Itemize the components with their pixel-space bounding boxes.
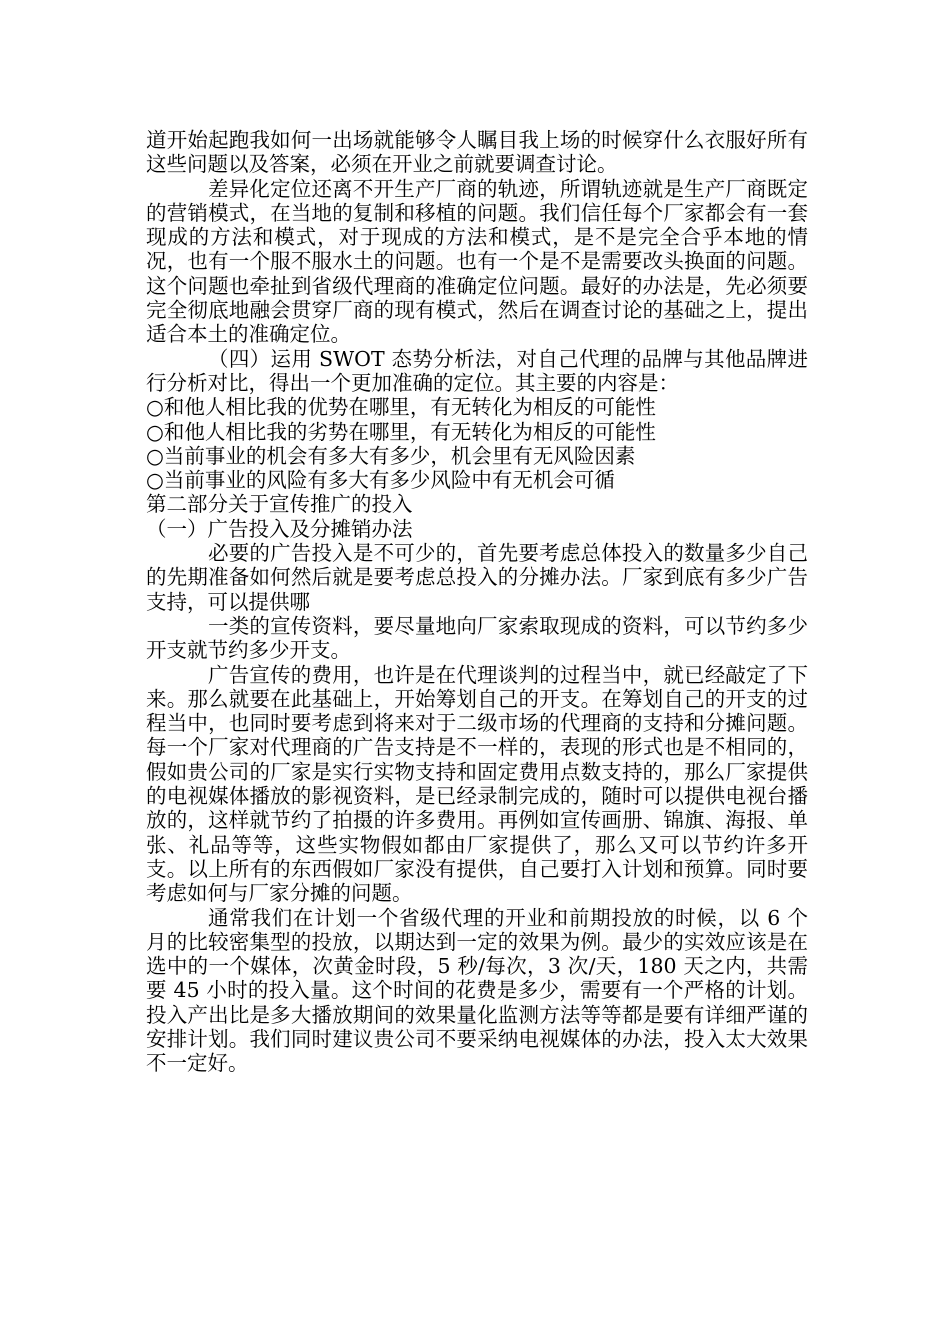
section-title: 第二部分关于宣传推广的投入 [146,492,413,517]
document-body [146,128,808,1076]
bullet-threats: ○当前事业的风险有多大有多少风险中有无机会可循 [146,468,615,493]
bullet-opportunities: ○当前事业的机会有多大有多少，机会里有无风险因素 [146,443,636,468]
paragraph-promo-materials: 一类的宣传资料，要尽量地向厂家索取现成的资料，可以节约多少开支就节约多少开支。 [146,613,808,663]
paragraph-ad-investment: 必要的广告投入是不可少的，首先要考虑总体投入的数量多少自己的先期准备如何然后就是要考虑总投入的分摊办法。厂家到底有多少广告支持，可以提供哪 [146,541,808,614]
paragraph-ad-costs: 广告宣传的费用，也许是在代理谈判的过程当中，就已经敲定了下来。那么就要在此基础上，开始筹划自己的开支。在筹划自己的开支的过程当中，也同时要考虑到将来对于二级市场的代理商的支持和分摊问题。每一个厂家对代理商的广告支持是不一样的，表现的形式也是不相同的，假如贵公司的厂家是实行实物支持和固定费用点数支持的，那么厂家提供的电视媒体播放的影视资料，是已经录制完成的，随时可以提供电视台播放的，这样就节约了拍摄的许多费用。再例如宣传画册、锦旗、海报、单张、礼品等等，这些实物假如都由厂家提供了，那么又可以节约许多开支。以上所有的东西假如厂家没有提供，自己要打入计划和预算。同时要考虑如何与厂家分摊的问题。 [146,662,808,906]
paragraph-swot-intro: （四）运用 SWOT 态势分析法，对自己代理的品牌与其他品牌进行分析对比，得出一个更加准确的定位。其主要的内容是： [146,346,808,395]
paragraph-differentiation: 差异化定位还离不开生产厂商的轨迹，所谓轨迹就是生产厂商既定的营销模式，在当地的复制和移植的问题。我们信任每个厂家都会有一套现成的方法和模式，对于现成的方法和模式，是不是完全合乎本地的情况，也有一个服不服水土的问题。也有一个是不是需要改头换面的问题。这个问题也牵扯到省级代理商的准确定位问题。最好的办法是，先必须要完全彻底地融会贯穿厂商的现有模式，然后在调查讨论的基础之上，提出适合本土的准确定位。 [146,176,808,347]
subsection-title: （一）广告投入及分摊销办法 [146,516,413,541]
bullet-weaknesses: ○和他人相比我的劣势在哪里，有无转化为相反的可能性 [146,419,656,444]
paragraph-media-plan: 通常我们在计划一个省级代理的开业和前期投放的时候，以 6 个月的比较密集型的投放，以期达到一定的效果为例。最少的实效应该是在选中的一个媒体，次黄金时段，5 秒/每次，3 次/天，180 天之内，共需要 45 小时的投入量。这个时间的花费是多少，需要有一个严格的计划。投入产出比是多大播放期间的效果量化监测方法等等都是要有详细严谨的安排计划。我们同时建议贵公司不要采纳电视媒体的办法，投入太大效果不一定好。 [146,905,808,1076]
bullet-strengths: ○和他人相比我的优势在哪里，有无转化为相反的可能性 [146,395,656,420]
paragraph-continuation: 道开始起跑我如何一出场就能够令人瞩目我上场的时候穿什么衣服好所有这些问题以及答案，必须在开业之前就要调查讨论。 [146,128,808,177]
